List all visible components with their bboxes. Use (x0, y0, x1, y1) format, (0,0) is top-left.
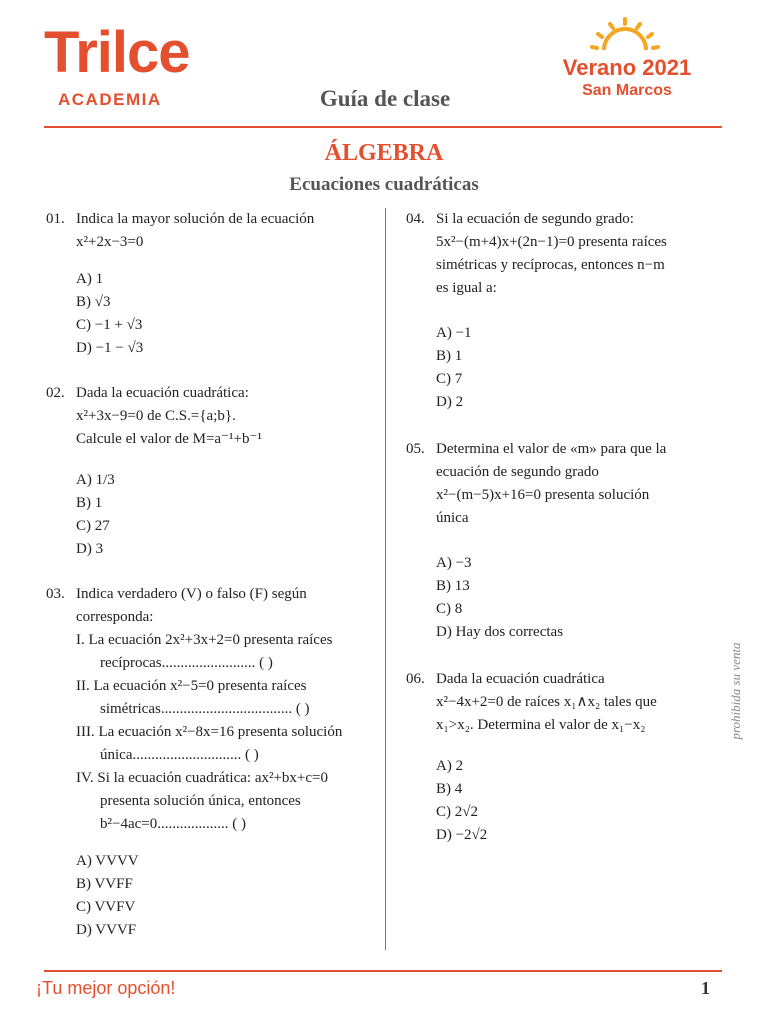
question-06: 06. Dada la ecuación cuadrática x²−4x+2=0 de raíces x₁∧x₂ tales que x₁>x₂. Determina el valor de x₁−x₂ A) 2 B) 4 C) 2√2 D) −2√2 (406, 668, 726, 847)
page-title: ÁLGEBRA (324, 140, 444, 166)
options-04: A) −1 B) 1 C) 7 D) 2 (436, 325, 472, 410)
badge-san-marcos: San Marcos (582, 82, 672, 99)
left-column (46, 208, 366, 942)
options-02: A) 1/3 B) 1 C) 27 D) 3 (76, 472, 115, 557)
footer-divider (44, 970, 722, 972)
question-05: 05. Determina el valor de «m» para que la ecuación de segundo grado x²−(m−5)x+16=0 presenta solución única A) −3 B) 13 C) 8 D) Hay dos correctas (406, 438, 726, 644)
page-number: 1 (701, 978, 710, 998)
sun-icon (590, 16, 660, 52)
question-01: 01. Indica la mayor solución de la ecuación x²+2x−3=0 A) 1 B) √3 C) −1 + √3 D) −1 − √3 (46, 208, 366, 360)
academia-label: ACADEMIA (58, 90, 162, 109)
footer-slogan: ¡Tu mejor opción! (36, 978, 176, 998)
page-subtitle: Ecuaciones cuadráticas (289, 174, 479, 195)
trilce-logo: Trilce (44, 20, 190, 85)
watermark: prohibida su venta (728, 642, 743, 740)
question-02: 02. Dada la ecuación cuadrática: x²+3x−9=0 de C.S.={a;b}. Calcule el valor de M=a⁻¹+b⁻¹ A) 1/3 B) 1 C) 27 D) 3 (46, 382, 366, 561)
options-06: A) 2 B) 4 C) 2√2 D) −2√2 (436, 758, 488, 843)
question-03: 03. Indica verdadero (V) o falso (F) según corresponda: I. La ecuación 2x²+3x+2=0 presenta raíces recíprocas......................... ( ) II. La ecuación x²−5=0 presenta raíces simétricas................................... ( ) III. La ecuación x²−8x=16 presenta solución única............................. ( ) IV. Si la ecuación cuadrática: ax²+bx+c=0 presenta solución única, entonces b²−4ac=0................... ( ) A) VVVV B) VVFF C) VVFV D) VVVF (46, 583, 366, 942)
question-04: 04. Si la ecuación de segundo grado: 5x²−(m+4)x+(2n−1)=0 presenta raíces simétricas y recíprocas, entonces n−m es igual a: A) −1 B) 1 C) 7 D) 2 (406, 208, 726, 414)
guide-title: Guía de clase (319, 86, 451, 111)
options-05: A) −3 B) 13 C) 8 D) Hay dos correctas (436, 555, 564, 640)
badge-verano: Verano 2021 (562, 55, 692, 80)
options-03: A) VVVV B) VVFF C) VVFV D) VVVF (76, 853, 139, 938)
header-divider (44, 126, 722, 128)
column-divider (385, 208, 386, 950)
options-01: A) 1 B) √3 C) −1 + √3 D) −1 − √3 (76, 271, 144, 356)
right-column (406, 208, 726, 847)
